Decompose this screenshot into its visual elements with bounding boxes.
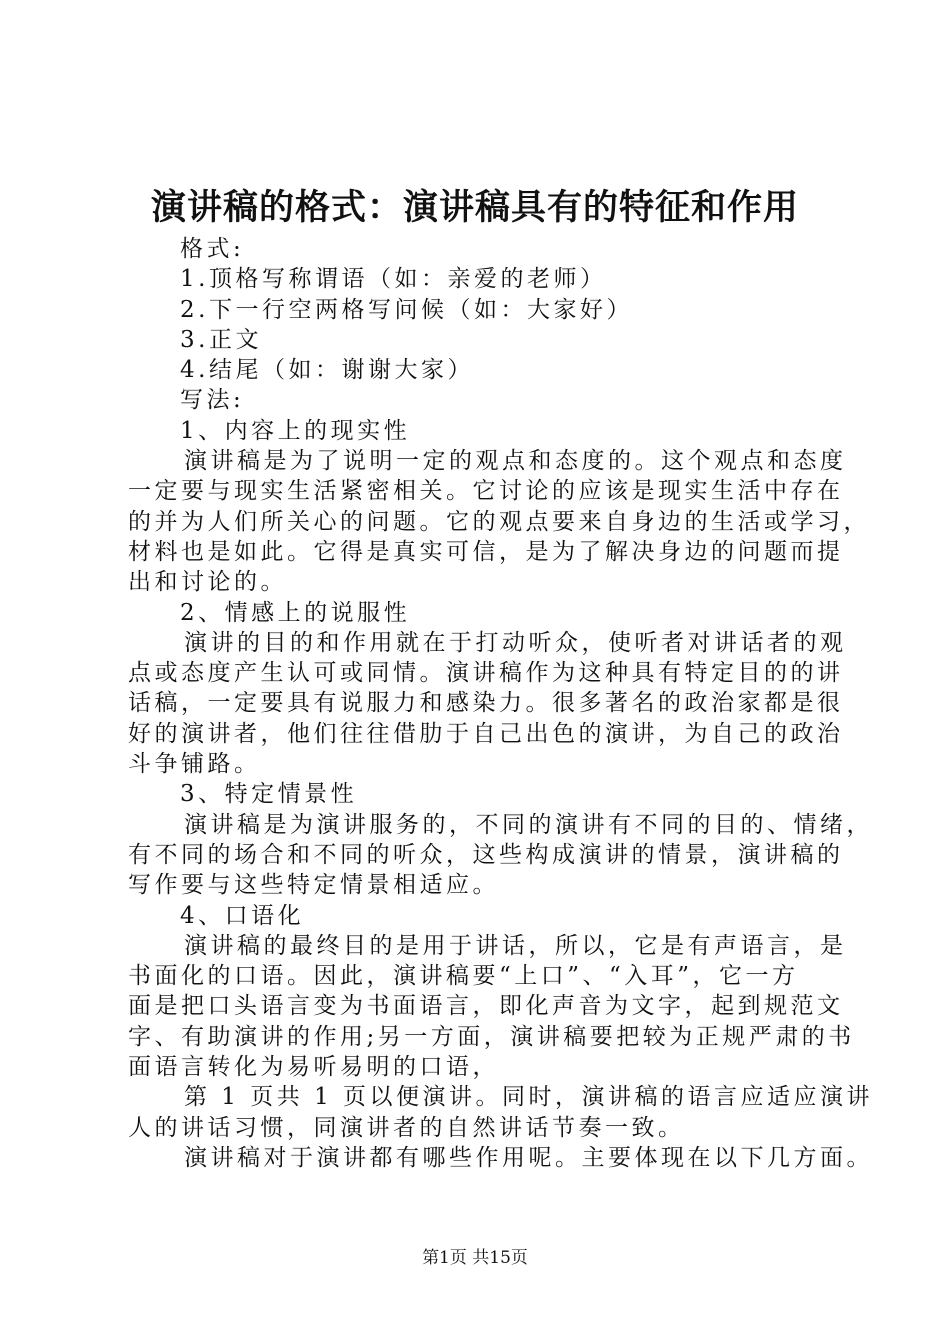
body-line: 1、内容上的现实性	[180, 417, 411, 444]
body-line: 演讲的目的和作用就在于打动听众，使听者对讲话者的观	[184, 629, 847, 656]
body-line: 演讲稿的最终目的是用于讲话，所以，它是有声语言，是	[184, 932, 847, 959]
body-line: 好的演讲者，他们往往借肋于自己出色的演讲，为自己的政治	[128, 720, 844, 747]
body-line: 写法:	[180, 387, 245, 414]
body-line: 材料也是如此。它得是真实可信，是为了解决身边的问题而提	[128, 538, 844, 565]
body-line: 演讲稿是为了说明一定的观点和态度的。这个观点和态度	[184, 448, 847, 475]
page-footer: 第1页 共15页	[422, 1248, 528, 1268]
body-line: 一定要与现实生活紧密相关。它讨论的应该是现实生活中存在	[128, 478, 844, 505]
body-line: 演讲稿对于演讲都有哪些作用呢。主要体现在以下几方面。	[184, 1144, 873, 1171]
body-line: 人的讲话习惯，同演讲者的自然讲话节奏一致。	[128, 1114, 685, 1141]
body-line: 点或态度产生认可或同情。演讲稿作为这种具有特定目的的讲	[128, 660, 844, 687]
body-line: 写作要与这些特定情景相适应。	[128, 872, 499, 899]
body-line: 1.顶格写称谓语（如：亲爱的老师）	[180, 266, 607, 293]
body-line: 有不同的场合和不同的听众，这些构成演讲的情景，演讲稿的	[128, 841, 844, 868]
body-line: 2.下一行空两格写问候（如：大家好）	[180, 296, 633, 323]
body-line: 字、有助演讲的作用;另一方面，演讲稿要把较为正规严肃的书	[128, 1023, 855, 1050]
body-line: 书面化的口语。因此，演讲稿要“上口”、“入耳”，它一方	[128, 963, 799, 990]
body-line: 2、情感上的说服性	[180, 599, 411, 626]
body-line: 格式:	[180, 236, 245, 262]
body-line: 3、特定情景性	[180, 781, 358, 808]
body-line: 3.正文	[180, 326, 262, 353]
body-line: 第 1 页共 1 页以便演讲。同时，演讲稿的语言应适应演讲	[184, 1084, 874, 1111]
body-line: 出和讨论的。	[128, 569, 287, 596]
document-title: 演讲稿的格式：演讲稿具有的特征和作用	[150, 187, 799, 228]
body-line: 面语言转化为易听易明的口语，	[128, 1054, 499, 1081]
body-line: 演讲稿是为演讲服务的，不同的演讲有不同的目的、情绪，	[184, 811, 873, 838]
body-line: 4、口语化	[180, 902, 305, 929]
body-line: 面是把口头语言变为书面语言，即化声音为文字，起到规范文	[128, 993, 844, 1020]
body-line: 话稿，一定要具有说服力和感染力。很多著名的政治家都是很	[128, 690, 844, 717]
body-line: 4.结尾（如：谢谢大家）	[180, 357, 474, 384]
body-line: 斗争铺路。	[128, 751, 261, 778]
document-body	[128, 234, 874, 1173]
body-line: 的并为人们所关心的问题。它的观点要来自身边的生活或学习，	[128, 508, 870, 535]
